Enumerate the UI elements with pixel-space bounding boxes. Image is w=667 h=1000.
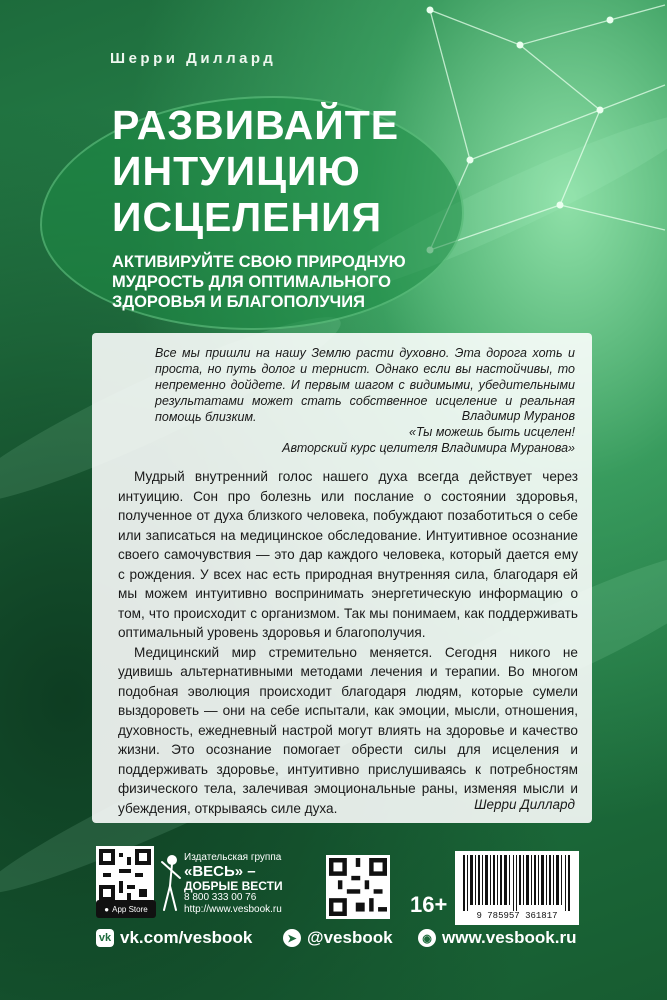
subtitle-line: ЗДОРОВЬЯ И БЛАГОПОЛУЧИЯ (112, 293, 365, 311)
vk-link[interactable]: vk.com/vesbook (120, 928, 253, 947)
body-paragraph: Мудрый внутренний голос нашего духа всегда действует через интуицию. Сон про болезнь или послание о состоянии здоровья, полученное от духа близкого человека, побуждают позаботиться о себе или записаться на медицинское обследование. Интуитивное осознание своего самочувствия — это дар каждого человека, который дается ему с рождения. У всех нас есть природная внутренняя сила, благодаря ей мы можем интуитивно воспринимать энергетическую информацию о том, что происходит с организмом. Так мы понимаем, как поддерживать оптимальный уровень здоровья и благополучия. (118, 469, 578, 640)
title-line: РАЗВИВАЙТЕ (112, 102, 400, 148)
appstore-badge (96, 900, 156, 918)
apple-icon: ● (104, 904, 110, 914)
qr-code-icon (326, 855, 390, 919)
qr-code-icon (96, 846, 154, 904)
book-title (112, 102, 399, 240)
book-subtitle (112, 252, 412, 312)
quote-attribution (282, 408, 575, 456)
publisher-tagline: ДОБРЫЕ ВЕСТИ (184, 879, 283, 893)
footer-telegram[interactable] (283, 928, 393, 948)
subtitle-line: МУДРОСТЬ ДЛЯ ОПТИМАЛЬНОГО (112, 273, 392, 291)
quote-author: Владимир Муранов (461, 409, 575, 423)
age-rating: 16+ (410, 892, 448, 917)
publisher-info (184, 852, 283, 916)
author-name: Шерри Диллард (110, 50, 277, 67)
title-line: ИНТУИЦИЮ (112, 148, 361, 194)
signature: Шерри Диллард (474, 797, 575, 812)
publisher-name: «ВЕСЬ» – (184, 863, 256, 880)
vk-icon: vk (96, 929, 114, 947)
publisher-phone: 8 800 333 00 76 (184, 892, 257, 903)
body-paragraph: Медицинский мир стремительно меняется. Сегодня никого не удивишь альтернативными методами лечения и терапии. Во многом подобная эволюция происходит благодаря людям, которые сумели выздороветь — они на себе испытали, как эмоции, мысли, отношения, духовность, ежедневный настрой могут влиять на здоровье и качество жизни. Это осознание помогает обрести силы для исцеления и поддерживать здоровье, интуитивно прислушиваясь к потребностям физического тела, залечивая эмоциональные раны, изменяя мысли и убеждения, открываясь силе духа. (118, 644, 578, 816)
subtitle-line: АКТИВИРУЙТЕ СВОЮ ПРИРОДНУЮ (112, 253, 406, 271)
globe-icon: ◉ (418, 929, 436, 947)
telegram-link[interactable]: @vesbook (307, 928, 393, 947)
quote-source: «Ты можешь быть исцелен! (409, 425, 575, 439)
footer-vk[interactable] (96, 928, 252, 948)
isbn-number: 9 785957 361817 (476, 911, 558, 921)
publisher-logo-icon (160, 852, 182, 914)
annotation-text (118, 467, 578, 818)
publisher-group: Издательская группа (184, 852, 282, 863)
appstore-label: App Store (112, 904, 148, 914)
telegram-icon: ➤ (283, 929, 301, 947)
quote-source: Авторский курс целителя Владимира Муранова» (282, 441, 575, 455)
epigraph-quote: Все мы пришли на нашу Землю расти духовно. Эта дорога хоть и проста, но путь долог и тернист. Однако если вы настойчивы, то непременно дойдете. И первым шагом с видимыми, убедительными результатами может стать собственное исцеление и реальная помощь близким. (155, 346, 575, 424)
publisher-url: http://www.vesbook.ru (184, 904, 282, 915)
footer-web[interactable] (418, 928, 576, 948)
title-line: ИСЦЕЛЕНИЯ (112, 194, 383, 240)
web-link[interactable]: www.vesbook.ru (442, 928, 577, 947)
